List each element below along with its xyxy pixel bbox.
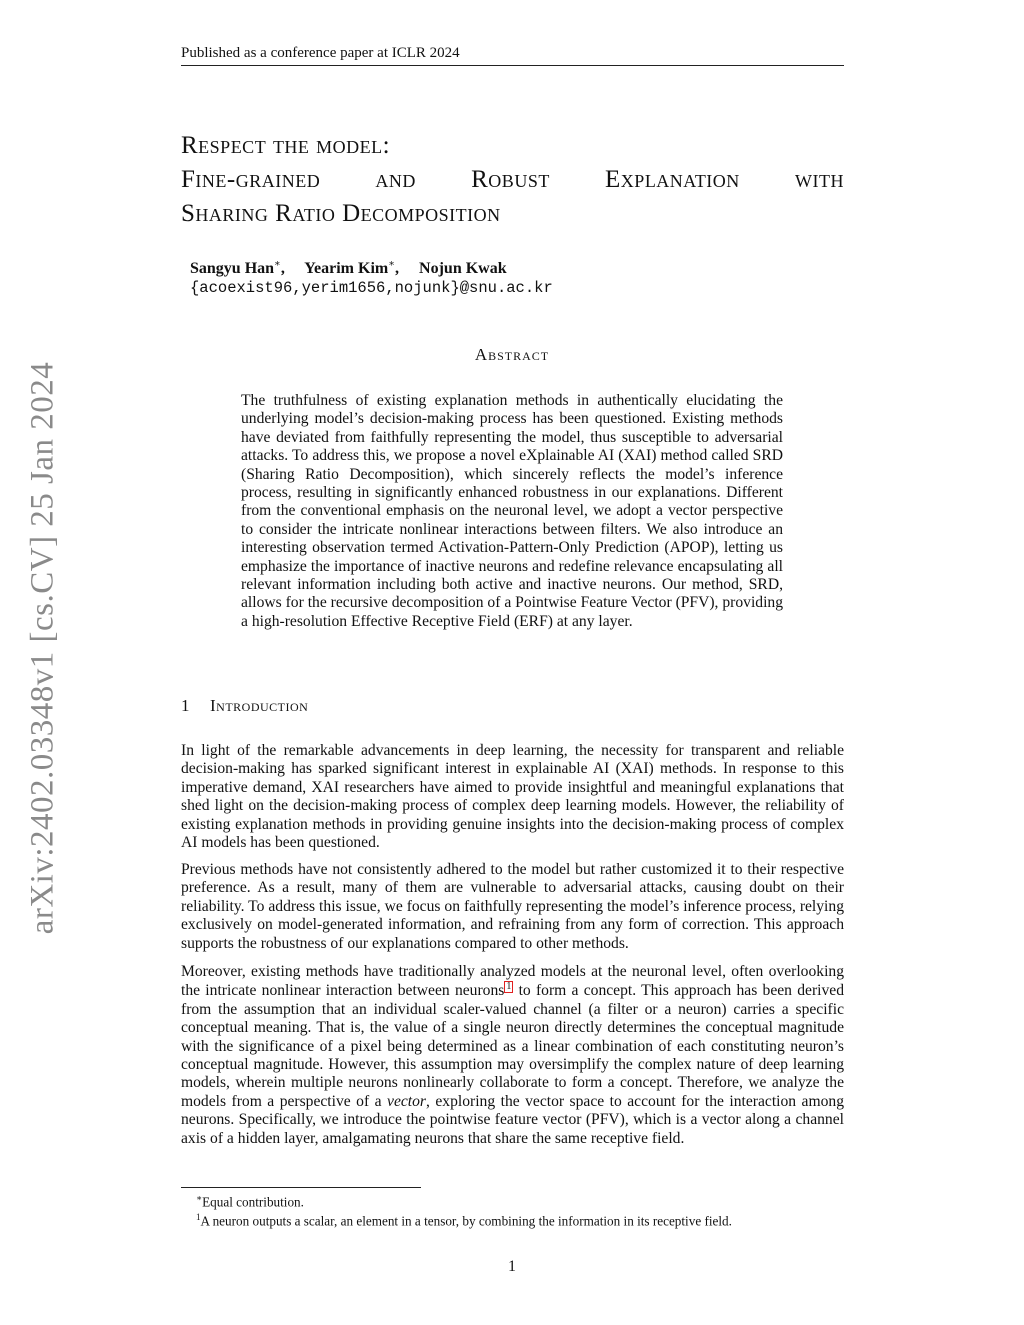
equal-contribution-mark: ∗ [274,259,281,270]
paragraph-text: to form a concept. This approach has been derived from the assumption that an individual scaler-valued channel (a filter or a neuron) carries a specific conceptual meaning. That is, the value of a single neuron directly determines the conceptual magnitude with the significance of a pixel being determined as a linear combination of each constituting neuron’s conceptual magnitude. However, this assumption may oversimplify the complex nature of deep learning models, wherein multiple neurons nonlinearly collaborate to form a concept. Therefore, we analyze the models from a perspective of a [181,982,844,1110]
header-rule [181,65,844,66]
footnote-rule [181,1187,421,1188]
author [190,260,285,277]
author-separator: , [280,260,285,278]
footnote-1 [196,1190,304,1210]
author [304,260,399,277]
paper-title-line-1: Respect the model: [181,132,391,159]
equal-contribution-mark: ∗ [388,259,396,270]
abstract-body: The truthfulness of existing explanation methods in authentically elucidating the underlying model’s decision-making process has been questioned. Existing methods have deviated from faithfully representing the model, thus susceptible to adversarial attacks. To address this, we propose a novel eXplainable AI (XAI) method called SRD (Sharing Ratio Decomposition), which sincerely reflects the model’s inference process, resulting in significantly enhanced robustness in our explanations. Different from the conventional emphasis on the neuronal level, we adopt a vector perspective to consider the intricate nonlinear interactions between filters. We also introduce an interesting observation termed Activation-Pattern-Only Prediction (APOP), letting us emphasize the importance of inactive neurons and redefine relevance encapsulating all relevant information including both active and inactive neurons. Our method, SRD, allows for the recursive decomposition of a Pointwise Feature Vector (PFV), providing a high-resolution Effective Receptive Field (ERF) at any layer. [241,392,783,630]
author [419,260,507,277]
footnote-mark: 1 [196,1212,201,1222]
intro-paragraph-3 [181,963,844,1148]
section-number: 1 [181,696,190,715]
footnote-2 [196,1209,732,1229]
author-separator: , [395,260,400,278]
paragraph-text: , exploring the vector space to account for the interaction among neurons. Specifically, we introduce the pointwise feature vector (PFV), which is a vector along a channel axis of a hidden layer, amalgamating neurons that share the same receptive field. [181,1092,844,1147]
author-name: Yearim Kim [304,260,389,278]
abstract-heading: Abstract [474,345,550,364]
arxiv-stamp-text: arXiv:2402.03348v1 [cs.CV] 25 Jan 2024 [24,361,61,935]
paper-title-line-2: Fine-grained and Robust Explanation with [181,166,844,193]
author-name: Nojun Kwak [419,260,507,278]
section-heading [181,696,308,716]
footnote-link[interactable]: 1 [506,981,512,993]
paper-title-line-3: Sharing Ratio Decomposition [181,200,501,227]
footnote-text: A neuron outputs a scalar, an element in a tensor, by combining the information in its receptive field. [200,1213,732,1229]
section-title: Introduction [210,696,309,715]
author-emails: {acoexist96,yerim1656,nojunk}@snu.ac.kr [190,279,553,297]
author-name: Sangyu Han [190,260,275,278]
paragraph-text: Moreover, existing methods have traditionally analyzed models at the neuronal level, often overlooking the intricate nonlinear interaction between neurons [181,963,844,1000]
page-number: 1 [508,1258,516,1275]
intro-paragraph-2: Previous methods have not consistently adhered to the model but rather customized it to their respective preference. As a result, many of them are vulnerable to adversarial attacks, causing doubt on their reliability. To address this issue, we focus on faithfully representing the model’s inference process, relying exclusively on model-generated information, and refraining from any form of correction. This approach supports the robustness of our explanations compared to other methods. [181,861,844,952]
intro-paragraph-1: In light of the remarkable advancements in deep learning, the necessity for transparent and reliable decision-making has sparked significant interest in explainable AI (XAI) methods. In response to this imperative demand, XAI researchers have aimed to provide insightful and meaningful explanations that shed light on the decision-making process of complex deep learning models. However, the reliability of existing explanation methods in providing genuine insights into the decision-making process of complex AI models has been questioned. [181,742,844,852]
running-head: Published as a conference paper at ICLR 2024 [181,45,460,61]
emphasis-text: vector [387,1092,426,1110]
footnote-mark: ∗ [196,1193,203,1203]
footnote-text: Equal contribution. [202,1194,304,1210]
author-list [190,259,523,278]
